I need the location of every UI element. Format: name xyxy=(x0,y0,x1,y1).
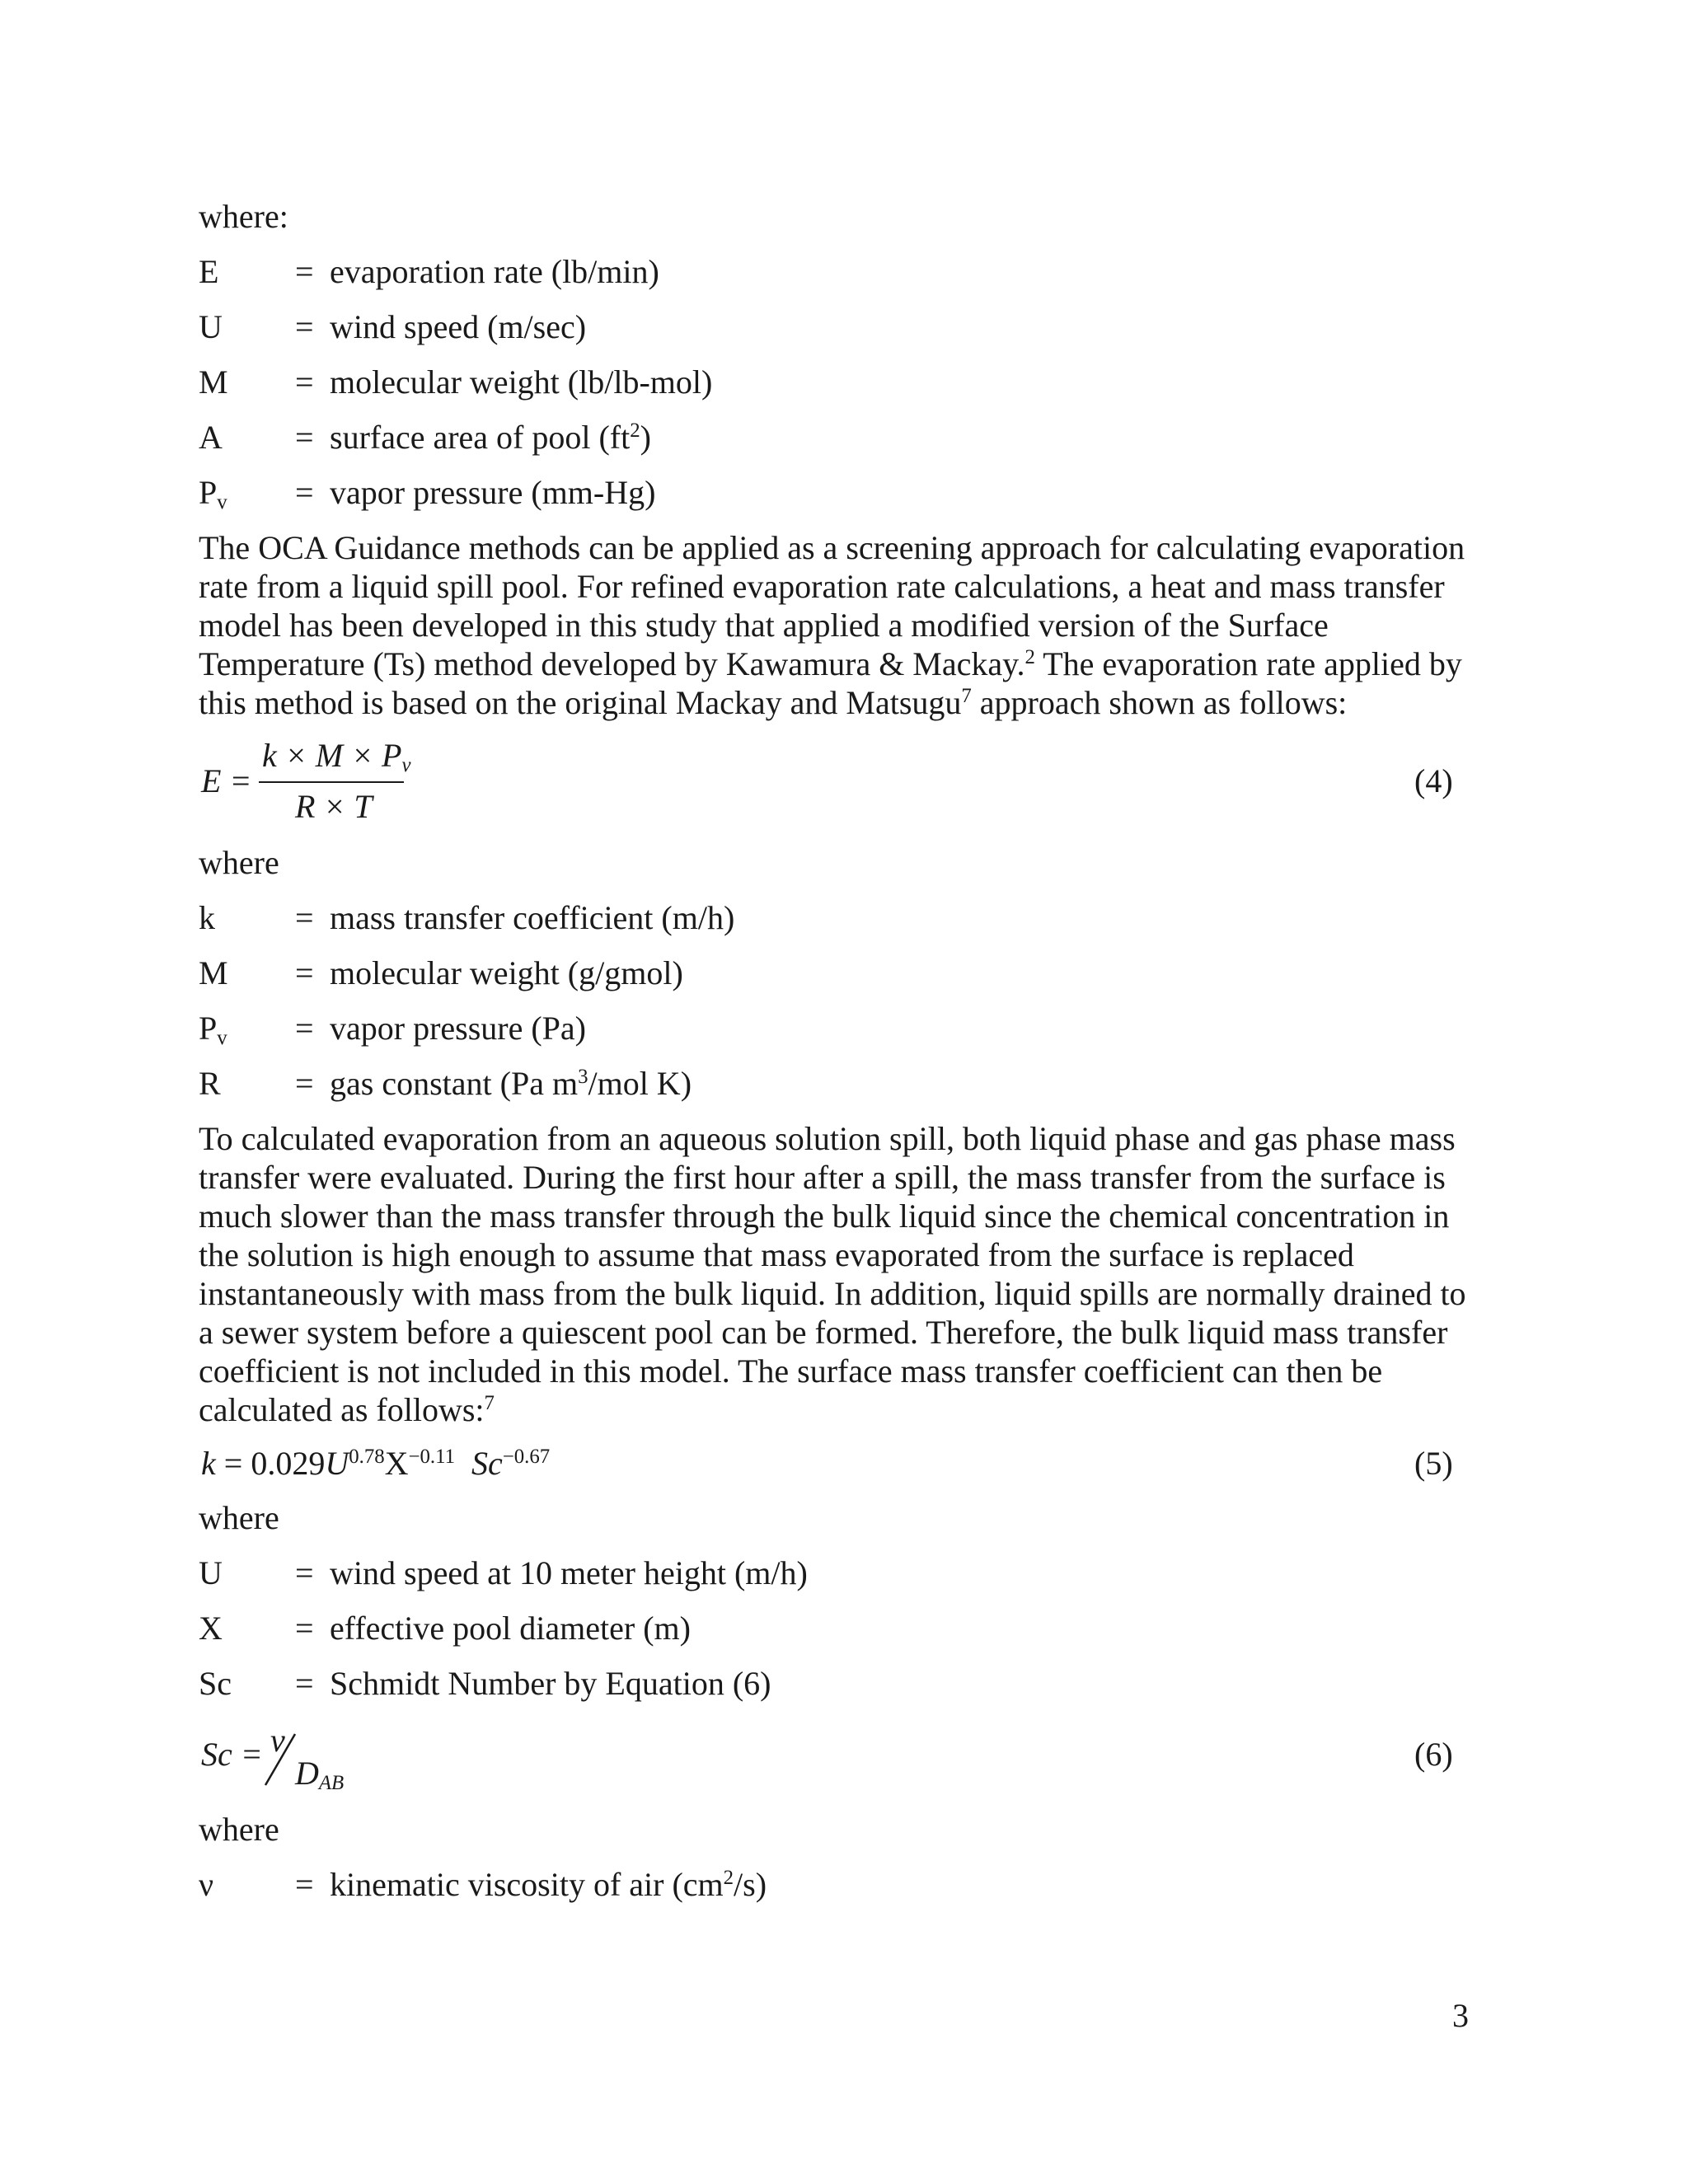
where-label: where xyxy=(199,1811,279,1848)
var-symbol: A xyxy=(199,419,223,456)
var-symbol: k xyxy=(199,899,215,936)
equals-sign: = xyxy=(295,899,314,936)
var-symbol: R xyxy=(199,1065,221,1102)
var-definition: effective pool diameter (m) xyxy=(330,1610,691,1647)
var-symbol: $P_v$ xyxy=(199,1010,227,1050)
equals-sign: = xyxy=(295,1065,314,1102)
page-number: 3 xyxy=(1452,1997,1469,2034)
var-symbol: M xyxy=(199,954,228,991)
body-paragraph: The OCA Guidance methods can be applied as a screening approach for calculating evaporation rate from a liquid spill pool. For refined evaporation rate calculations, a heat and mass transfer model has been developed in this study that applied a modified version of the Surface Temperature (Ts) method developed by Kawamura & Mackay.$^2$ The evaporation rate applied by this method is based on the original Mackay and Matsugu$^7$ approach shown as follows: xyxy=(199,529,1465,721)
var-symbol: Sc xyxy=(199,1665,232,1702)
equation-denominator: $D_{AB}$ xyxy=(295,1755,345,1795)
equation-number: (6) xyxy=(1414,1736,1453,1773)
var-symbol: $P_v$ xyxy=(199,474,227,514)
equation-lhs: E = xyxy=(201,762,252,799)
var-definition: molecular weight (lb/lb-mol) xyxy=(330,363,713,401)
var-symbol: E xyxy=(199,253,219,290)
equals-sign: = xyxy=(295,1010,314,1047)
equation-number: (4) xyxy=(1414,762,1453,799)
equation-lhs: Sc = xyxy=(201,1736,263,1773)
equals-sign: = xyxy=(295,1866,314,1903)
fraction-bar xyxy=(259,781,404,783)
var-definition: vapor pressure (Pa) xyxy=(330,1010,586,1047)
equals-sign: = xyxy=(295,308,314,345)
where-label: where xyxy=(199,1499,279,1536)
slash-fraction-bar xyxy=(262,1731,298,1788)
equation-body: $k = 0.029U^{0.78}X^{-0.11}$ $Sc^{-0.67}$ xyxy=(201,1445,551,1482)
equation-numerator: $k \times M \times P_v$ xyxy=(262,737,411,777)
equation-number: (5) xyxy=(1414,1445,1453,1482)
var-definition: wind speed (m/sec) xyxy=(330,308,587,345)
var-definition: surface area of pool $(ft^2)$ xyxy=(330,419,651,456)
equation-denominator: R × T xyxy=(295,788,373,825)
equals-sign: = xyxy=(295,419,314,456)
equals-sign: = xyxy=(295,1554,314,1591)
equals-sign: = xyxy=(295,363,314,401)
equation-numerator: ν xyxy=(270,1722,285,1759)
var-symbol: U xyxy=(199,1554,223,1591)
equals-sign: = xyxy=(295,474,314,511)
body-paragraph: To calculated evaporation from an aqueous solution spill, both liquid phase and gas phase mass transfer were evaluated. During the first hour after a spill, the mass transfer from the surface is much slower than the mass transfer through the bulk liquid since the chemical concentration in the solution is high enough to assume that mass evaporated from the surface is replaced instantaneously with mass from the bulk liquid. In addition, liquid spills are normally drained to a sewer system before a quiescent pool can be formed. Therefore, the bulk liquid mass transfer coefficient is not included in this model. The surface mass transfer coefficient can then be calculated as follows:$^7$ xyxy=(199,1120,1466,1428)
var-definition: gas constant (Pa $m^3$/mol K) xyxy=(330,1065,692,1102)
var-symbol: ν xyxy=(199,1866,214,1903)
var-definition: wind speed at 10 meter height (m/h) xyxy=(330,1554,808,1591)
where-label: where xyxy=(199,844,279,881)
equals-sign: = xyxy=(295,1610,314,1647)
where-label: where: xyxy=(199,198,288,235)
var-symbol: U xyxy=(199,308,223,345)
var-symbol: X xyxy=(199,1610,223,1647)
var-definition: mass transfer coefficient (m/h) xyxy=(330,899,735,936)
var-definition: kinematic viscosity of air $(cm^2/s)$ xyxy=(330,1866,767,1903)
equals-sign: = xyxy=(295,1665,314,1702)
equals-sign: = xyxy=(295,954,314,991)
var-definition: vapor pressure (mm-Hg) xyxy=(330,474,656,511)
var-definition: molecular weight (g/gmol) xyxy=(330,954,683,991)
var-symbol: M xyxy=(199,363,228,401)
equals-sign: = xyxy=(295,253,314,290)
var-definition: Schmidt Number by Equation (6) xyxy=(330,1665,771,1702)
var-definition: evaporation rate (lb/min) xyxy=(330,253,659,290)
